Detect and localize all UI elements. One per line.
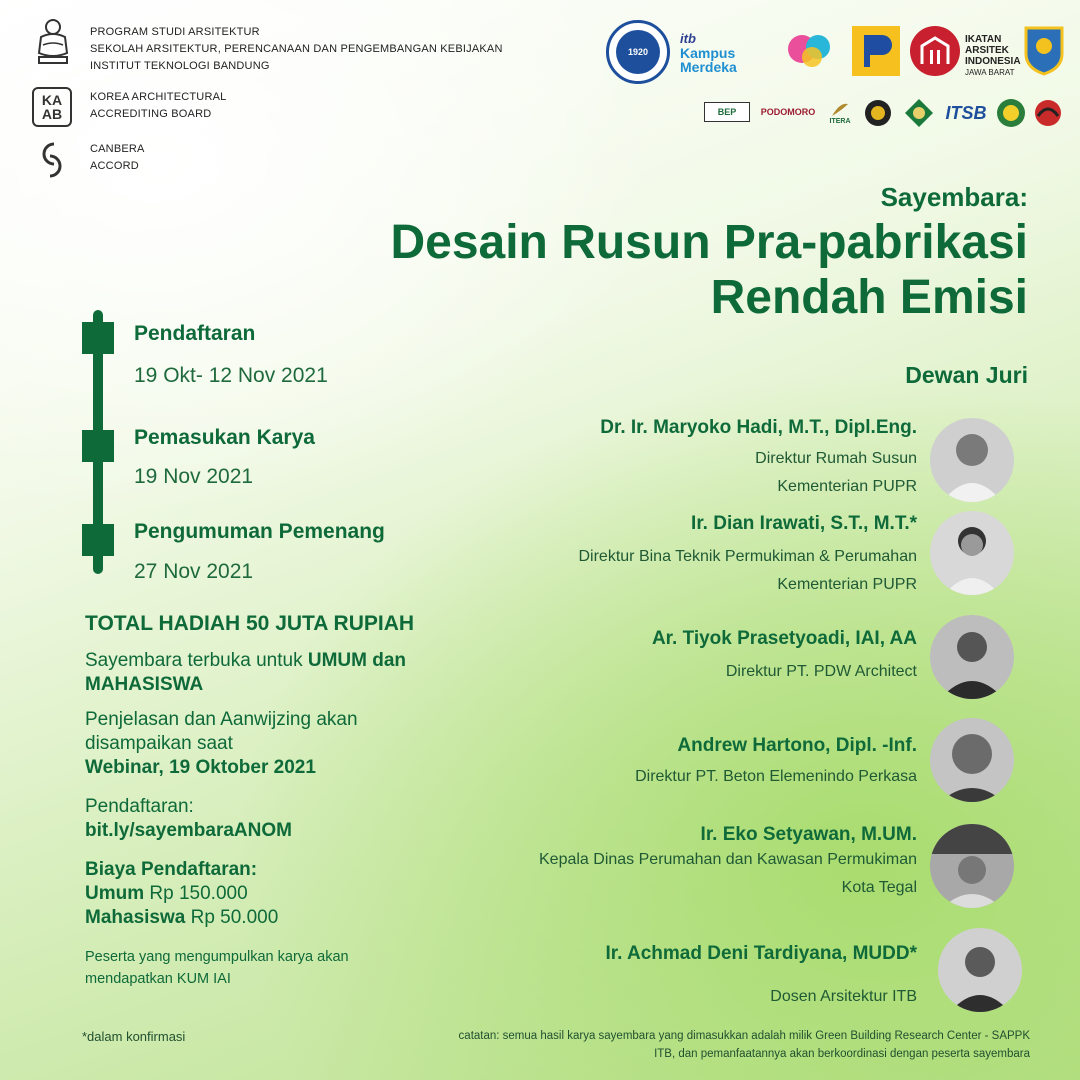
open-to-text xyxy=(85,649,406,697)
person-avatar-icon xyxy=(930,824,1014,908)
jury-photo-1 xyxy=(930,418,1014,502)
jury-photo-6 xyxy=(938,928,1022,1012)
person-avatar-icon xyxy=(930,511,1014,595)
prize-heading: TOTAL HADIAH 50 JUTA RUPIAH xyxy=(85,612,415,635)
kum-line-2: mendapatkan KUM IAI xyxy=(85,971,231,987)
jury-role-1b: Kementerian PUPR xyxy=(777,478,917,495)
bep-logo xyxy=(704,102,750,122)
itsb-logo xyxy=(944,100,988,126)
jury-name-5: Ir. Eko Setyawan, M.UM. xyxy=(700,824,917,845)
jury-name-1: Dr. Ir. Maryoko Hadi, M.T., Dipl.Eng. xyxy=(600,417,917,438)
iai-text-4: JAWA BARAT xyxy=(965,68,1015,77)
fee-mhs-label: Mahasiswa xyxy=(85,907,186,928)
itera-logo-text: ITERA xyxy=(829,117,851,125)
confirmation-note: *dalam konfirmasi xyxy=(82,1029,186,1044)
uin-logo-icon xyxy=(904,98,934,128)
itb-seal-logo xyxy=(606,20,670,84)
itb-seal-year: 1920 xyxy=(627,47,649,57)
fee-mhs-value: Rp 50.000 xyxy=(185,907,279,928)
kota-emblem-icon xyxy=(1022,24,1066,76)
jury-name-3: Ar. Tiyok Prasetyoadi, IAI, AA xyxy=(651,628,917,649)
jury-name-2: Ir. Dian Irawati, S.T., M.T.* xyxy=(691,513,917,534)
polban-logo-icon xyxy=(864,98,892,128)
iai-logo-text xyxy=(965,34,1021,78)
jury-photo-3 xyxy=(930,615,1014,699)
webinar-text xyxy=(85,708,358,780)
podomoro-logo-text: PODOMORO xyxy=(760,107,816,117)
sonus-logo-icon xyxy=(780,28,844,76)
timeline-node-1 xyxy=(82,322,114,354)
jury-member-2 xyxy=(578,513,917,599)
webinar-line-2: disampaikan saat xyxy=(85,733,233,754)
kampus-merdeka-line1: Kampus xyxy=(680,44,736,61)
kum-note xyxy=(85,946,349,990)
bep-logo-text: BEP xyxy=(717,107,737,117)
kaab-line-1: KOREA ARCHITECTURAL xyxy=(90,91,227,103)
ganesha-logo-icon xyxy=(32,22,74,64)
header-kaab xyxy=(32,87,226,127)
itsb-logo-text: ITSB xyxy=(945,102,987,123)
page-title xyxy=(228,215,1028,325)
person-avatar-icon xyxy=(930,615,1014,699)
jury-role-3a: Direktur PT. PDW Architect xyxy=(725,663,917,680)
jury-member-1 xyxy=(600,417,917,501)
open-prefix: Sayembara terbuka untuk xyxy=(85,650,308,671)
jury-photo-2 xyxy=(930,511,1014,595)
person-avatar-icon xyxy=(930,418,1014,502)
timeline-node-3 xyxy=(82,524,114,556)
webinar-date: Webinar, 19 Oktober 2021 xyxy=(85,757,316,778)
kaab-logo xyxy=(32,87,72,127)
institution-line-3: INSTITUT TEKNOLOGI BANDUNG xyxy=(90,60,270,72)
kampus-merdeka-logo xyxy=(680,26,770,78)
open-bold-1: UMUM dan xyxy=(307,650,407,671)
jury-role-2b: Kementerian PUPR xyxy=(777,576,917,593)
timeline-date-1: 19 Okt- 12 Nov 2021 xyxy=(134,364,328,387)
itera-feather-icon xyxy=(830,102,850,118)
registration-label: Pendaftaran: xyxy=(85,796,194,817)
canberra-accord-icon xyxy=(32,138,74,180)
timeline-date-3: 27 Nov 2021 xyxy=(134,560,254,583)
iai-text-3: INDONESIA xyxy=(965,56,1021,67)
timeline-node-2 xyxy=(82,430,114,462)
timeline-heading-3: Pengumuman Pemenang xyxy=(134,520,385,543)
open-bold-2: MAHASISWA xyxy=(85,674,204,695)
kum-line-1: Peserta yang mengumpulkan karya akan xyxy=(85,949,349,965)
jury-role-4a: Direktur PT. Beton Elemenindo Perkasa xyxy=(635,768,917,785)
fee-label: Biaya Pendaftaran: xyxy=(85,859,258,880)
iai-text-2: ARSITEK xyxy=(965,45,1009,56)
iai-text-1: IKATAN xyxy=(965,34,1002,45)
person-avatar-icon xyxy=(938,928,1022,1012)
kaab-logo-top: KA xyxy=(41,92,63,108)
jury-member-3 xyxy=(652,628,917,686)
kaab-line-2: ACCREDITING BOARD xyxy=(90,108,212,120)
jury-title: Dewan Juri xyxy=(905,362,1028,388)
jury-photo-5 xyxy=(930,824,1014,908)
kampus-merdeka-itb: itb xyxy=(680,30,696,46)
jury-role-5a: Kepala Dinas Perumahan dan Kawasan Permukiman xyxy=(539,851,917,868)
itera-logo xyxy=(826,98,854,128)
jury-role-2a: Direktur Bina Teknik Permukiman & Perumahan xyxy=(578,548,917,565)
title-line-1: Desain Rusun Pra-pabrikasi xyxy=(390,216,1028,269)
jury-role-6a: Dosen Arsitektur ITB xyxy=(770,988,917,1005)
jury-role-5b: Kota Tegal xyxy=(841,879,917,896)
canberra-line-1: CANBERA xyxy=(90,143,145,155)
jury-member-6 xyxy=(606,943,917,1011)
kampus-merdeka-line2: Merdeka xyxy=(680,58,737,75)
registration-link[interactable]: bit.ly/sayembaraANOM xyxy=(85,820,292,841)
jury-member-4 xyxy=(635,735,917,791)
registration-text xyxy=(85,795,292,843)
jury-member-5 xyxy=(539,824,917,902)
title-line-2: Rendah Emisi xyxy=(710,271,1028,324)
timeline-heading-1: Pendaftaran xyxy=(134,322,256,345)
pupr-logo-icon xyxy=(852,26,900,76)
header-canberra xyxy=(32,138,145,180)
jury-role-1a: Direktur Rumah Susun xyxy=(755,450,917,467)
footer-note-line-2: ITB, dan pemanfaatannya akan berkoordinasi dengan peserta sayembara xyxy=(654,1048,1030,1060)
unpas-logo-icon xyxy=(996,98,1026,128)
jury-name-4: Andrew Hartono, Dipl. -Inf. xyxy=(677,735,917,756)
webinar-line-1: Penjelasan dan Aanwijzing akan xyxy=(85,709,358,730)
upi-logo-icon xyxy=(1032,98,1064,128)
kaab-logo-bottom: AB xyxy=(41,106,63,122)
title-kicker: Sayembara: xyxy=(880,182,1028,212)
timeline-date-2: 19 Nov 2021 xyxy=(134,465,254,488)
timeline-heading-2: Pemasukan Karya xyxy=(134,426,315,449)
footer-note xyxy=(459,1027,1030,1063)
person-avatar-icon xyxy=(930,718,1014,802)
jury-photo-4 xyxy=(930,718,1014,802)
jury-name-6: Ir. Achmad Deni Tardiyana, MUDD* xyxy=(605,943,917,964)
fee-umum-label: Umum xyxy=(85,883,145,904)
institution-line-1: PROGRAM STUDI ARSITEKTUR xyxy=(90,26,260,38)
footer-note-line-1: catatan: semua hasil karya sayembara yang dimasukkan adalah milik Green Building Research Center - SAPPK xyxy=(458,1030,1030,1042)
canberra-line-2: ACCORD xyxy=(90,160,139,172)
institution-line-2: SEKOLAH ARSITEKTUR, PERENCANAAN DAN PENGEMBANGAN KEBIJAKAN xyxy=(90,43,503,55)
iai-logo-icon xyxy=(910,26,960,76)
fee-umum-value: Rp 150.000 xyxy=(144,883,248,904)
fee-text xyxy=(85,858,278,930)
header-institution xyxy=(32,22,503,75)
podomoro-logo xyxy=(758,102,818,122)
